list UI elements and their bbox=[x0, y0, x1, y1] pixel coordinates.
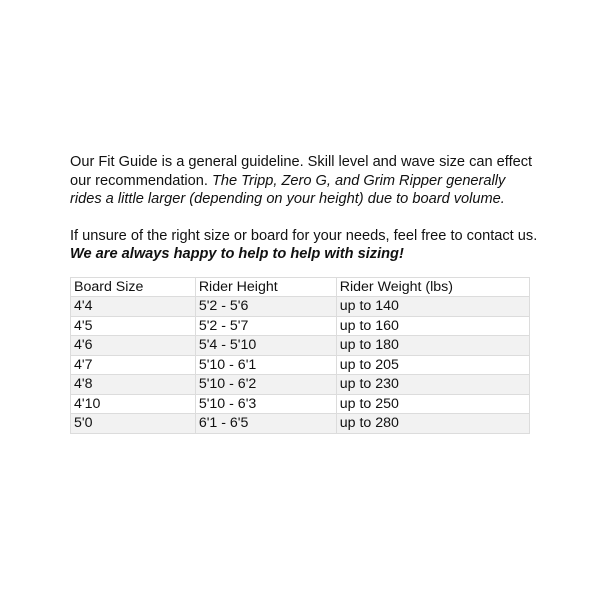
table-row bbox=[71, 297, 530, 317]
cell-rider-weight: up to 160 bbox=[336, 316, 529, 336]
cell-board-size: 4'10 bbox=[71, 394, 196, 414]
cell-rider-height: 5'2 - 5'6 bbox=[195, 297, 336, 317]
cell-board-size: 4'4 bbox=[71, 297, 196, 317]
intro-text: Our Fit Guide is a general guideline. Skill level and wave size can effect our recommendation. bbox=[70, 154, 533, 189]
cell-board-size: 4'8 bbox=[71, 375, 196, 395]
cell-rider-weight: up to 140 bbox=[336, 297, 529, 317]
table-row bbox=[71, 355, 530, 375]
fit-table bbox=[70, 277, 530, 434]
intro-paragraph bbox=[70, 153, 540, 209]
cell-board-size: 4'5 bbox=[71, 316, 196, 336]
contact-paragraph bbox=[70, 227, 540, 264]
cell-rider-weight: up to 230 bbox=[336, 375, 529, 395]
table-header-row bbox=[71, 277, 530, 297]
contact-emphasis-text: We are always happy to help to help with sizing! bbox=[70, 246, 404, 262]
cell-rider-height: 6'1 - 6'5 bbox=[195, 414, 336, 434]
contact-text: If unsure of the right size or board for your needs, feel free to contact us. bbox=[70, 227, 538, 244]
cell-rider-height: 5'4 - 5'10 bbox=[195, 336, 336, 356]
table-row bbox=[71, 336, 530, 356]
cell-rider-weight: up to 280 bbox=[336, 414, 529, 434]
table-row bbox=[71, 375, 530, 395]
cell-board-size: 5'0 bbox=[71, 414, 196, 434]
cell-rider-height: 5'10 - 6'1 bbox=[195, 355, 336, 375]
fit-guide bbox=[70, 153, 540, 434]
cell-board-size: 4'7 bbox=[71, 355, 196, 375]
cell-board-size: 4'6 bbox=[71, 336, 196, 356]
cell-rider-weight: up to 250 bbox=[336, 394, 529, 414]
cell-rider-height: 5'2 - 5'7 bbox=[195, 316, 336, 336]
header-rider-weight: Rider Weight (lbs) bbox=[336, 277, 529, 297]
header-rider-height: Rider Height bbox=[195, 277, 336, 297]
table-row bbox=[71, 394, 530, 414]
table-row bbox=[71, 414, 530, 434]
table-row bbox=[71, 316, 530, 336]
intro-italic-text: The Tripp, Zero G, and Grim Ripper generally rides a little larger (depending on your height) due to board volume. bbox=[70, 172, 506, 207]
cell-rider-height: 5'10 - 6'2 bbox=[195, 375, 336, 395]
cell-rider-weight: up to 205 bbox=[336, 355, 529, 375]
cell-rider-height: 5'10 - 6'3 bbox=[195, 394, 336, 414]
cell-rider-weight: up to 180 bbox=[336, 336, 529, 356]
header-board-size: Board Size bbox=[71, 277, 196, 297]
